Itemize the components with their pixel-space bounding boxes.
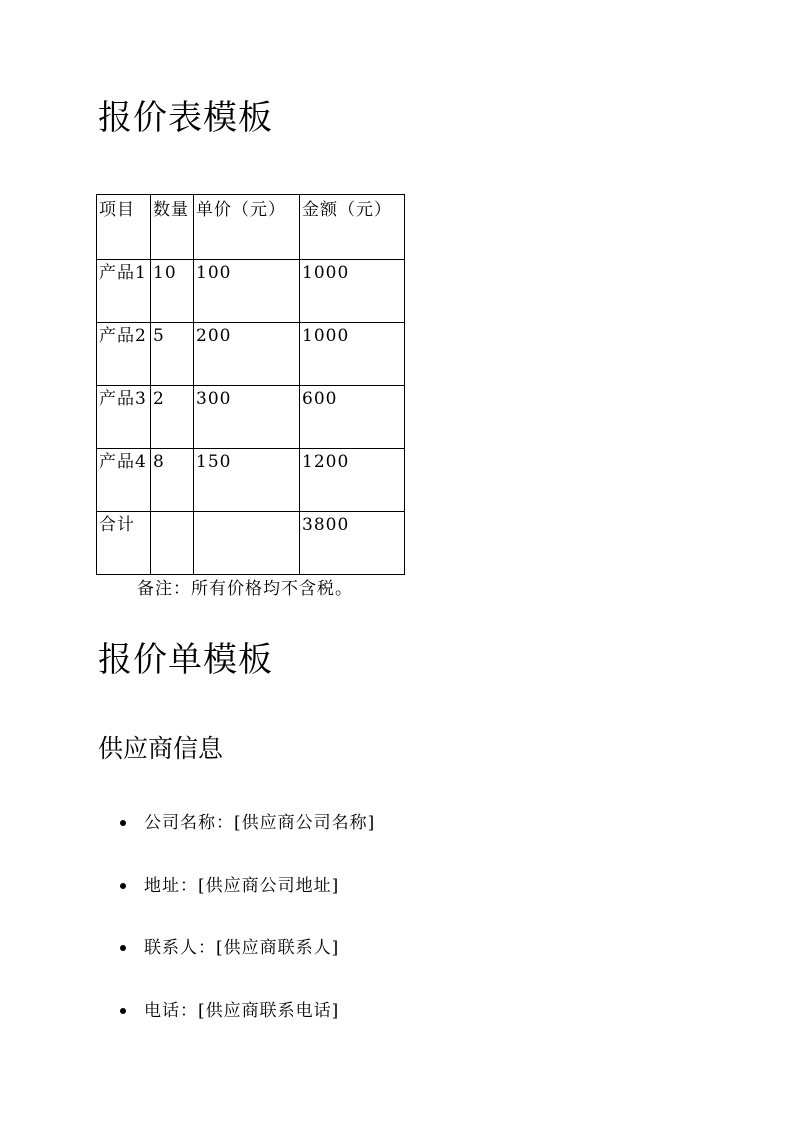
supplier-info-heading: 供应商信息 xyxy=(98,734,224,763)
header-cell-quantity: 数量 xyxy=(151,195,194,260)
cell-amount: 600 xyxy=(300,386,405,449)
table-row xyxy=(97,323,405,386)
cell-quantity: 2 xyxy=(151,386,194,449)
list-item xyxy=(120,873,339,899)
cell-unit-price: 300 xyxy=(194,386,300,449)
table-row xyxy=(97,449,405,512)
supplier-company-name: 公司名称：[供应商公司名称] xyxy=(144,813,376,833)
list-item xyxy=(120,810,375,836)
cell-unit-price: 200 xyxy=(194,323,300,386)
table-row xyxy=(97,386,405,449)
quote-table-title: 报价表模板 xyxy=(98,98,273,138)
header-cell-unit-price: 单价（元） xyxy=(194,195,300,260)
bullet-icon xyxy=(120,883,126,889)
cell-item: 产品4 xyxy=(97,449,151,512)
quote-sheet-title: 报价单模板 xyxy=(98,640,273,680)
list-item xyxy=(120,935,339,961)
header-cell-item: 项目 xyxy=(97,195,151,260)
header-cell-amount: 金额（元） xyxy=(300,195,405,260)
cell-item: 产品3 xyxy=(97,386,151,449)
supplier-phone: 电话：[供应商联系电话] xyxy=(144,1001,340,1021)
bullet-icon xyxy=(120,945,126,951)
cell-unit-price: 150 xyxy=(194,449,300,512)
bullet-icon xyxy=(120,820,126,826)
cell-amount: 1200 xyxy=(300,449,405,512)
quote-table xyxy=(96,194,405,575)
cell-total-unit-price xyxy=(194,512,300,575)
cell-quantity: 8 xyxy=(151,449,194,512)
cell-unit-price: 100 xyxy=(194,260,300,323)
table-header-row xyxy=(97,195,405,260)
supplier-contact: 联系人：[供应商联系人] xyxy=(144,938,340,958)
table-note: 备注：所有价格均不含税。 xyxy=(137,579,353,599)
cell-amount: 1000 xyxy=(300,260,405,323)
list-item xyxy=(120,998,339,1024)
table-total-row xyxy=(97,512,405,575)
cell-quantity: 10 xyxy=(151,260,194,323)
cell-total-quantity xyxy=(151,512,194,575)
cell-item: 产品1 xyxy=(97,260,151,323)
cell-total-label: 合计 xyxy=(97,512,151,575)
cell-quantity: 5 xyxy=(151,323,194,386)
cell-item: 产品2 xyxy=(97,323,151,386)
table-row xyxy=(97,260,405,323)
supplier-address: 地址：[供应商公司地址] xyxy=(144,876,340,896)
cell-total-amount: 3800 xyxy=(300,512,405,575)
bullet-icon xyxy=(120,1008,126,1014)
cell-amount: 1000 xyxy=(300,323,405,386)
